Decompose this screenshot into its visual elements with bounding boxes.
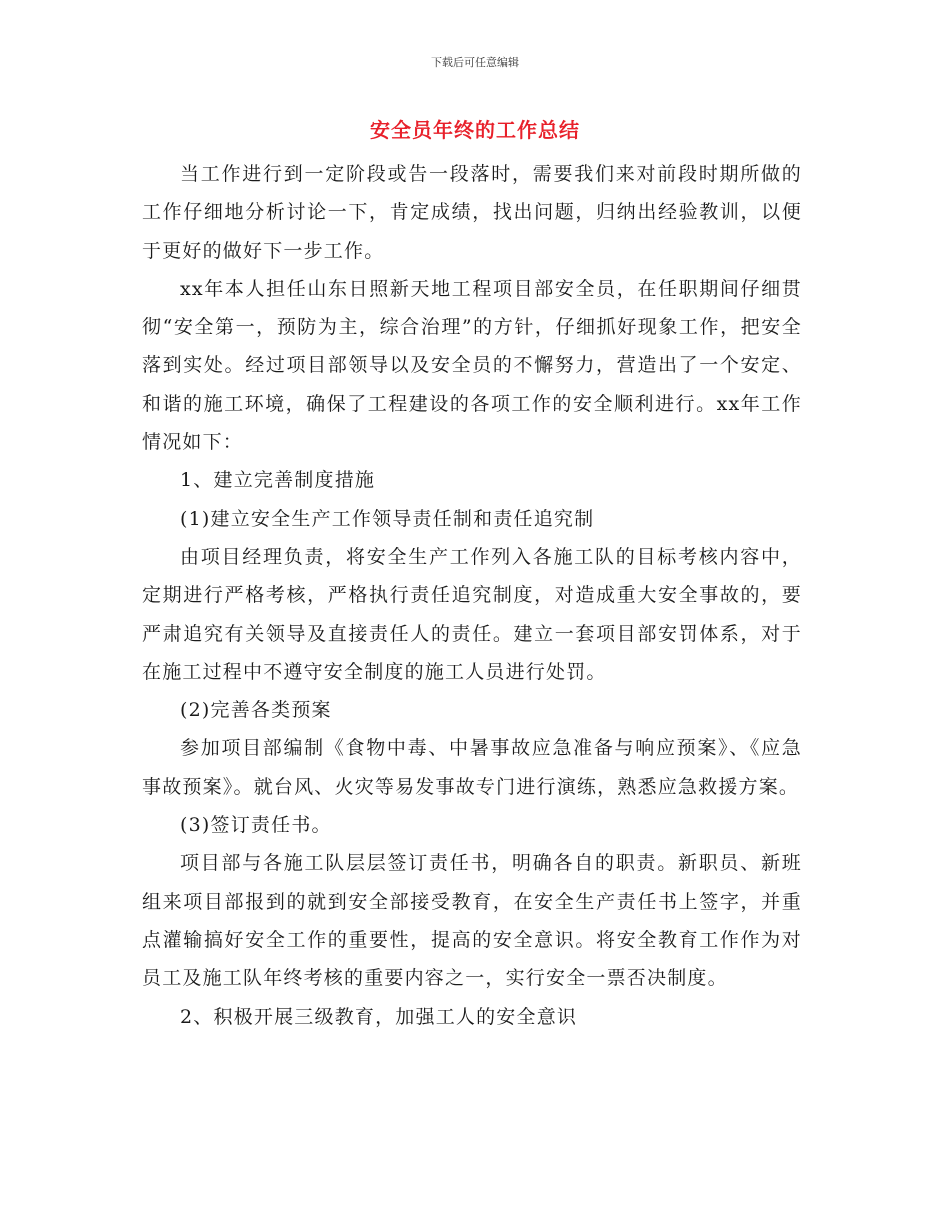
document-title: 安全员年终的工作总结 — [370, 118, 580, 142]
section-heading-2: 2、积极开展三级教育，加强工人的安全意识 — [180, 1005, 578, 1028]
paragraph-intro: 当工作进行到一定阶段或告一段落时，需要我们来对前段时期所做的工作仔细地分析讨论一下，肯定成绩，找出问题，归纳出经验教训，以便于更好的做好下一步工作。 — [142, 163, 802, 262]
paragraph-plans: 参加项目部编制《食物中毒、中暑事故应急准备与响应预案》、《应急事故预案》。就台风、火灾等易发事故专门进行演练，熟悉应急救援方案。 — [142, 737, 802, 798]
header-note: 下载后可任意编辑 — [431, 56, 519, 69]
paragraph-agreements: 项目部与各施工队层层签订责任书，明确各自的职责。新职员、新班组来项目部报到的就到安全部接受教育，在安全生产责任书上签字，并重点灌输搞好安全工作的重要性，提高的安全意识。将安全教育工作作为对员工及施工队年终考核的重要内容之一，实行安全一票否决制度。 — [142, 852, 802, 990]
subheading-1-1: (1)建立安全生产工作领导责任制和责任追究制 — [180, 507, 595, 530]
paragraph-overview: xx年本人担任山东日照新天地工程项目部安全员，在任职期间仔细贯彻“安全第一，预防为主，综合治理”的方针，仔细抓好现象工作，把安全落到实处。经过项目部领导以及安全员的不懈努力，营造出了一个安定、和谐的施工环境，确保了工程建设的各项工作的安全顺利进行。xx年工作情况如下： — [142, 277, 802, 454]
paragraph-responsibility: 由项目经理负责，将安全生产工作列入各施工队的目标考核内容中，定期进行严格考核，严格执行责任追究制度，对造成重大安全事故的，要严肃追究有关领导及直接责任人的责任。建立一套项目部安罚体系，对于在施工过程中不遵守安全制度的施工人员进行处罚。 — [142, 545, 802, 683]
subheading-1-2: (2)完善各类预案 — [180, 699, 332, 722]
document-body — [142, 155, 802, 1036]
section-heading-1: 1、建立完善制度措施 — [180, 469, 376, 492]
subheading-1-3: (3)签订责任书。 — [180, 814, 332, 837]
